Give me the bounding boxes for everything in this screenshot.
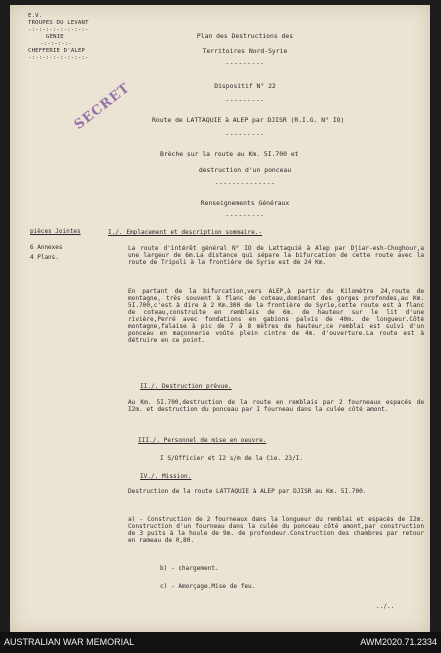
separator: --------- bbox=[225, 59, 265, 67]
annexes-count: 6 Annexes bbox=[30, 244, 63, 251]
separator: --------- bbox=[225, 211, 265, 219]
paragraph: Au Km. 5I.700,destruction de la route en remblais par 2 fourneaux espacés de I2m. et destruction du ponceau par I fourneau dans la culée côté amont. bbox=[128, 399, 424, 413]
section-1-heading: I./. Emplacement et description sommaire.- bbox=[108, 229, 263, 236]
section-2-heading: II./. Destruction prévue. bbox=[140, 383, 232, 390]
unit-line: CHEFFERIE D'ALEP bbox=[28, 47, 86, 54]
separator: --------- bbox=[225, 96, 265, 104]
archive-reference: AWM2020.71.2334 bbox=[360, 637, 437, 647]
breach-heading-line2: destruction d'un ponceau bbox=[198, 166, 292, 174]
paragraph: b) - chargement. bbox=[160, 565, 219, 572]
archive-footer bbox=[0, 632, 441, 653]
unit-line: GENIE bbox=[46, 33, 64, 40]
archive-name: AUSTRALIAN WAR MEMORIAL bbox=[4, 637, 135, 647]
paragraph: c) - Amorçage.Mise de feu. bbox=[160, 583, 256, 590]
paragraph: a) - Construction de 2 fourneaux dans la longueur du remblai et espacés de I2m. Construction d'un fourneau dans la culée du ponceau côté amont,par construction de 3 puits à la houle de 9m. de profondeur.Construction des chambres par retour en rameau de 0,80. bbox=[128, 516, 424, 544]
continuation-mark: ../.. bbox=[376, 603, 395, 610]
paragraph: La route d'intérêt général N° IO de Lattaquié à Alep par Djiar-esh-Choghour,a une largeur de 6m.La distance qui sépare la bifurcation de cette route avec la route de Tripoli à la frontière de Syrie est de 24 Km. bbox=[128, 245, 424, 266]
route-heading: Route de LATTAQUIE à ALEP par DJISR (R.I.G. N° IO) bbox=[152, 116, 345, 124]
document-page bbox=[10, 5, 430, 633]
plans-count: 4 Plans. bbox=[30, 254, 59, 261]
dispositif-number: Dispositif N° 22 bbox=[214, 82, 276, 90]
separator: -------------- bbox=[214, 179, 276, 187]
unit-line: TROUPES DU LEVANT bbox=[28, 19, 89, 26]
unit-line: -:-:-:-:-:-:-:-:- bbox=[28, 54, 89, 61]
paragraph: I S/Officier et I2 s/m de la Cie. 23/I. bbox=[160, 455, 304, 462]
doc-title-line1: Plan des Destructions des bbox=[196, 32, 294, 40]
unit-header bbox=[28, 13, 89, 62]
separator: --------- bbox=[225, 130, 265, 138]
section-4-heading: IV./. Mission. bbox=[140, 473, 192, 480]
breach-heading-line1: Brèche sur la route au Km. 5I.700 et bbox=[160, 150, 299, 158]
pieces-jointes-label: pièces Jointes bbox=[30, 228, 81, 235]
paragraph: Destruction de la route LATTAQUIE à ALEP par DJISR au Km. 5I.700. bbox=[128, 488, 367, 495]
section-3-heading: III./. Personnel de mise en oeuvre. bbox=[138, 437, 267, 444]
unit-line: E.V. bbox=[28, 13, 43, 19]
renseignements-heading: Renseignements Généraux bbox=[200, 199, 290, 207]
unit-line: -:-:-:-:-:-:-:-:- bbox=[28, 26, 89, 33]
unit-line: -:-:-:-:- bbox=[40, 40, 73, 47]
paragraph: En partant de la bifurcation,vers ALEP,à partir du Kilomètre 24,route de montagne, très souvent à flanc de coteau,dominant des gorges profondes,au Km. 5I.700,c'est à dire à 2 Km.300 de la frontière de Syrie,cette route est à flanc de coteau,construite en remblais de 6m. de hauteur sur le lit d'une rivière,Perré avec fondations en gabions palvis de 40m. de longueur.Côté montagne,falaise à pic de 7 à 8 mètres de hauteur,ce remblai est suivi d'un ponceau en maçonnerie voûte plein cintre de 4m. d'ouverture.La route est à détruire en ce point. bbox=[128, 288, 424, 344]
doc-title-line2: Territoires Nord-Syrie bbox=[202, 47, 288, 55]
secret-stamp: SECRET bbox=[71, 80, 134, 133]
